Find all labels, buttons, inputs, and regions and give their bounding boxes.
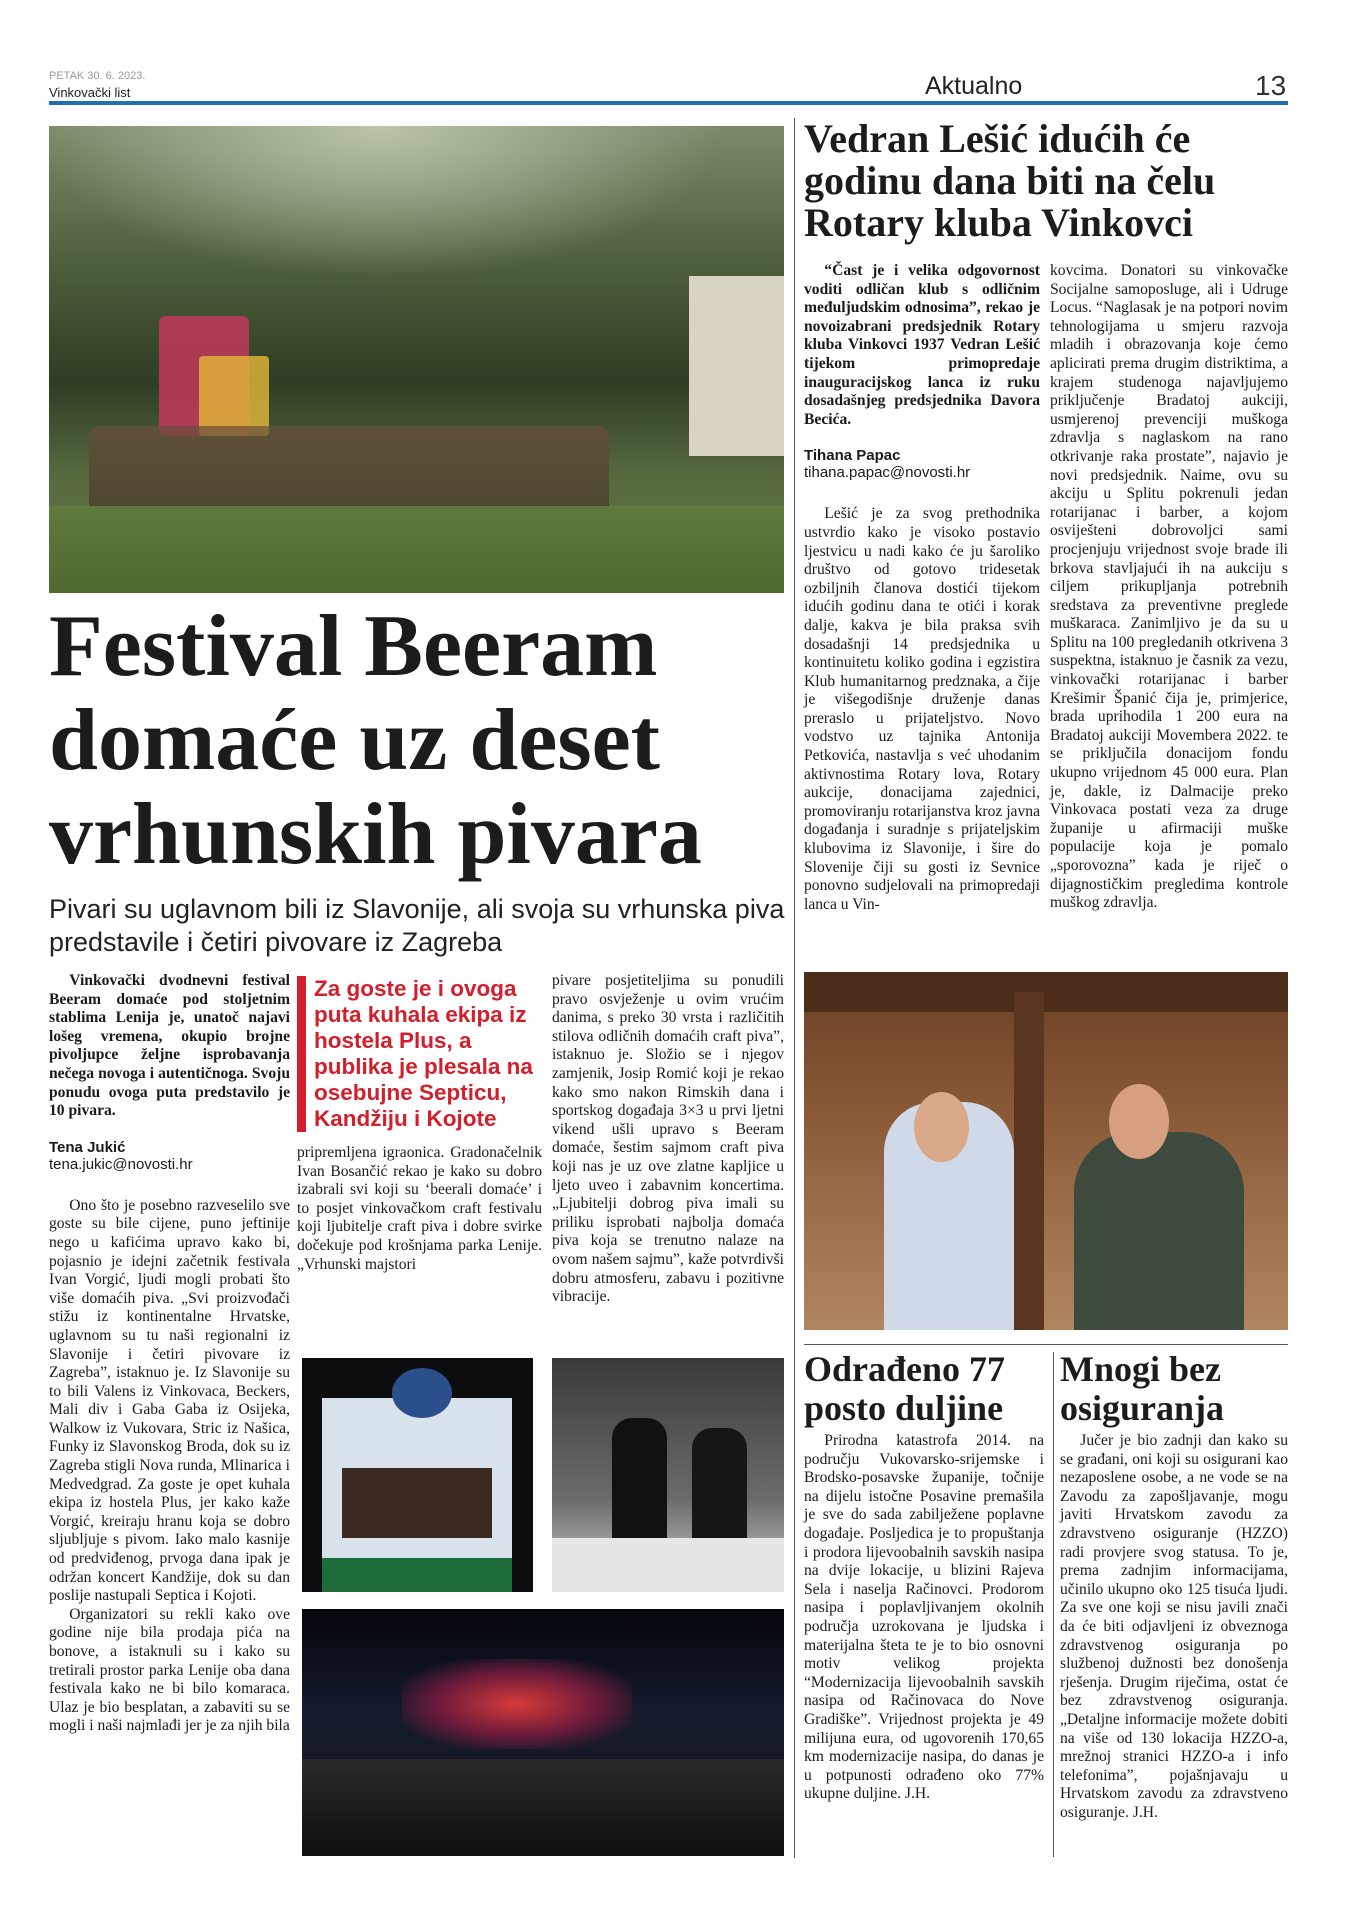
rotary-handshake-photo (804, 972, 1288, 1330)
author-name: Tena Jukić (49, 1138, 126, 1156)
page-number: 13 (1255, 70, 1287, 101)
section-rule (804, 1344, 1288, 1345)
pull-quote: Za goste je i ovoga puta kuhala ekipa iz hostela Plus, a publika je plesala na osebujne Septicu, Kandžiju i Kojote (297, 976, 542, 1132)
nasipi-body (804, 1432, 1044, 1804)
headline-line: Festival Beeram (49, 598, 658, 695)
brewers-photo (552, 1358, 784, 1592)
newspaper-name: Vinkovački list (49, 85, 131, 100)
author-name: Tihana Papac (804, 447, 901, 465)
concert-photo (302, 1609, 784, 1856)
festival-lead: Vinkovački dvodnevni festival Beeram domaće pod stoljetnim stablima Lenija je, unatoč najavi lošeg vremena, okupio brojne pivoljupce željne isprobavanja nečega novoga i autentičnoga. Svoju ponudu ovoga puta predstavilo je 10 pivara. (49, 972, 290, 1120)
hzzo-body (1060, 1432, 1288, 1822)
body-paragraph: Jučer je bio zadnji dan kako su se građani, oni koji su osigurani kao nezaposlene osobe, a ne vode se na Zavodu za zapošljavanje, mogu javiti Hrvatskom zavodu za zdravstveno osiguranje (HZZO) radi provjere svog statusa. To je, prema zadnjim informacijama, učinilo ukupno oko 125 tisuća ljudi. Za sve one koji se nisu javili znači da će biti odjavljeni iz obveznoga zdravstvenog osiguranja po službenoj dužnosti bez donošenja rješenja. Drugim riječima, ostat će bez zdravstvenog osiguranja. „Detaljne informacije možete dobiti na više od 130 lokacija HZZO-a, mrežnoj stranici HZZO-a i info telefonima”, pojašnjavaju u Hrvatskom zavodu za zdravstveno osiguranje. J.H. (1060, 1432, 1288, 1821)
festival-column-2 (297, 976, 542, 1274)
beer-stand-photo (302, 1358, 533, 1592)
festival-subtitle: Pivari su uglavnom bili iz Slavonije, ali svoja su vrhunska piva predstavile i četiri pivovare iz Zagreba (49, 894, 785, 957)
author-email[interactable]: tihana.papac@novosti.hr (804, 464, 971, 482)
body-paragraph: Organizatori su rekli kako ove godine nije bila prodaja pića na bonove, a istaknuli su i kako su tretirali prostor parka Lenije oba dana festivala kako ne bi bilo komaraca. Ulaz je bio besplatan, a zabaviti su se mogli i naši najmlađi jer je za njih bila (49, 1605, 290, 1735)
headline-line: vrhunskih pivara (49, 786, 702, 883)
header-rule (49, 101, 1288, 105)
author-email[interactable]: tena.jukic@novosti.hr (49, 1155, 193, 1173)
section-title: Aktualno (925, 72, 1023, 100)
festival-headline (49, 600, 789, 882)
rotary-headline: Vedran Lešić idućih će godinu dana biti na čelu Rotary kluba Vinkovci (804, 116, 1216, 245)
festival-column-3 (552, 972, 784, 1307)
body-paragraph: pripremljena igraonica. Gradonačelnik Ivan Bosančić rekao je kako su dobro izabrali svi koji su ‘beerali domaće’ i to posjet vinkovačkom craft festivalu koji ljubitelje craft piva i dobre svirke dočekuje pod krošnjama parka Lenije. „Vrhunski majstori (297, 1144, 542, 1273)
headline-line: domaće uz deset (49, 692, 660, 789)
issue-date: PETAK 30. 6. 2023. (49, 70, 146, 82)
festival-park-photo (49, 126, 784, 593)
body-paragraph: Lešić je za svog prethodnika ustvrdio kako je visoko postavio ljestvicu u nadi kako će ju šaroliko društvo od gotovo tridesetak ozbiljnih članova dostići tijekom idućih godinu dana te otići i korak dalje, kakva je bila praksa svih dosadašnji 14 predsjednika u kontinuitetu koliko godina i egzistira Klub humanitarnog predznaka, a čije je višegodišnje druženje danas preraslo u prijateljstvo. Novo vodstvo uz tajnika Antonija Petkovića, nastavlja s već uhodanim aktivnostima Rotary lova, Rotary aukcije, donacijama zajednici, promoviranju rotarijanstva kroz javna događanja i suradnje s prijateljskim klubovima iz Slavonije, i šire do Slovenije čiji su gosti iz Sevnice ponovno sudjelovali na primopredaji lanca u Vin- (804, 505, 1040, 913)
rotary-lead: “Čast je i velika odgovornost voditi odličan klub s odličnim međuljudskim odnosima”, rekao je novoizabrani predsjednik Rotary kluba Vinkovci 1937 Vedran Lešić tijekom primopredaje inauguracijskog lanca iz ruku dosadašnjeg predsjednika Davora Becića. (804, 262, 1040, 428)
rotary-column-1 (804, 262, 1040, 914)
nasipi-headline: Odrađeno 77 posto duljine (804, 1349, 1006, 1428)
rotary-column-2 (1050, 262, 1288, 913)
body-paragraph: kovcima. Donatori su vinkovačke Socijalne samoposluge, ali i Udruge Locus. “Naglasak je na potpori novim tehnologijama u smjeru razvoja mladih i obrazovanja koje ćemo aplicirati prema drugim distriktima, a krajem studenoga najavljujemo priključenje Bradatoj aukciji, usmjerenoj prevenciji muškoga zdravlja s naglaskom na rano otkrivanje raka prostate”, najavio je novi predsjednik. Naime, ovu su akciju u Splitu pokrenuli jedan rotarijanac i barber, a kojom osviješteni dobrovoljci sami procjenjuju vrijednost svoje brade ili brkova stavljajući ih na aukciju s ciljem prikupljanja potrebnih sredstava za preventivne preglede muškaraca. Zanimljivo je da su u Splitu na 100 pregledanih otkrivena 3 suspektna, istaknuo je časnik za vezu, vinkovački rotarijanac i barber Krešimir Španić čija je, primjerice, brada uprihodila 1 200 eura na Bradatoj aukciji Movembera 2022. te se priključila donacijom fondu ukupno vrijednom 45 000 eura. Plan je, dakle, iz Dalmacije preko Vinkovaca postati veza za druge županije u afirmaciji muške populacije koja je pomalo „sporovozna” kada je riječ o dijagnostičkim pregledima kontrole muškog zdravlja. (1050, 262, 1288, 912)
body-paragraph: Ono što je posebno razveselilo sve goste su bile cijene, puno jeftinije nego u kafićima upravo kako bi, pojasnio je idejni začetnik festivala Ivan Vorgić, ljudi mogli probati što više domaćih piva. „Svi proizvođači stižu iz kontinentalne Hrvatske, uglavnom su tu naši regionalni iz Slavonije i četiri pivovare iz Zagreba”, istaknuo je. Iz Slavonije su to bili Valens iz Vinkovaca, Beckers, Mali div i Gaba Gaba iz Osijeka, Walkow iz Vukovara, Stric iz Našica, Funky iz Slavonskog Broda, dok su iz Zagreba stigli Nova runda, Mlinarica i Medvedgrad. Za goste je opet kuhala ekipa iz hostela Plus, jer kako kaže Vorgić, kreiraju hranu koja se dobro sljubljuje s pivom. Iako malo kasnije od predviđenog, prvoga dana ipak je održan koncert Kandžije, dok su dan poslije nastupali Septica i Kojoti. (49, 1196, 290, 1605)
festival-column-1 (49, 972, 290, 1736)
body-paragraph: Prirodna katastrofa 2014. na području Vukovarsko-srijemske i Brodsko-posavske županije, točnije na dijelu istočne Posavine premašila je sve do sada zabilježene poplavne događaje. Posljedica je to propuštanja i prodora lijevoobalnih savskih nasipa na dvije lokacije, u blizini Rajeva Sela i naselja Račinovci. Prodorom nasipa i poplavljivanjem okolnih područja uzrokovana je ljudska i materijalna šteta te je to bio osnovni motiv velikog projekta “Modernizacija lijevoobalnih savskih nasipa od Račinovaca do Nove Gradiške”. Vrijednost projekta je 49 milijuna eura, od ugovorenih 170,65 km modernizacije nasipa, do danas je u potpunosti odrađeno oko 77% ukupne duljine. J.H. (804, 1432, 1044, 1803)
body-paragraph: pivare posjetiteljima su ponudili pravo osvježenje u ovim vrućim danima, s preko 30 vrsta i različitih stilova odličnih domaćih craft piva”, istaknuo je. Složio se i njegov zamjenik, Josip Romić koji je rekao kako smo nakon Rimskih dana i sportskog događaja 3×3 u prvi ljetni vikend ušli upravo s Beeram domaće, šestim sajmom craft piva koji nas je uz ove zlatne kapljice u ljeto uveo i zabavnim koncertima. „Ljubitelji dobrog piva imali su priliku isprobati najbolja domaća piva koja se trenutno nalaze na ovom našem sajmu”, kaže potvrdivši dobru atmosferu, zabavu i pozitivne vibracije. (552, 972, 784, 1306)
column-divider (1053, 1352, 1054, 1857)
hzzo-headline: Mnogi bez osiguranja (1060, 1349, 1225, 1428)
column-divider (794, 118, 795, 1858)
